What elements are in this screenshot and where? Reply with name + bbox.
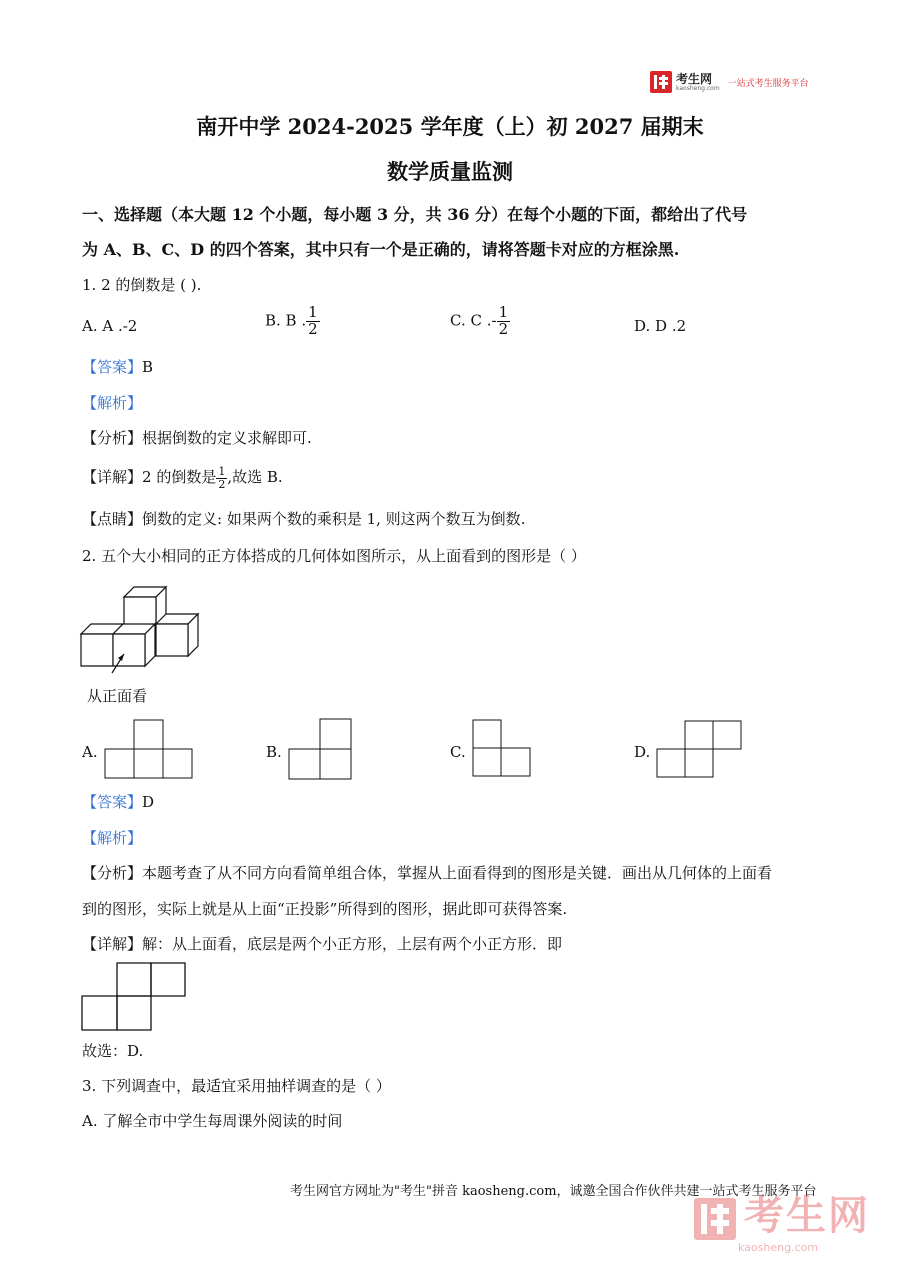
- q1-dianjing-label: 【点睛】: [82, 510, 143, 528]
- q2-solution-figure: [81, 962, 187, 1032]
- q2-analysis-label: 【解析】: [82, 829, 143, 847]
- brand-site: kaosheng.com: [676, 84, 720, 92]
- watermark-name: 考生网: [744, 1193, 870, 1239]
- q1-dianjing-text: 倒数的定义: 如果两个数的乘积是 1, 则这两个数互为倒数.: [142, 510, 526, 528]
- q1-option-b-denominator: 2: [308, 319, 318, 338]
- q2-option-d-label: D.: [634, 743, 651, 761]
- brand-name: 考生网: [676, 71, 713, 86]
- q3-option-a: A. 了解全市中学生每周课外阅读的时间: [82, 1112, 343, 1130]
- q1-fenxi: [82, 428, 312, 448]
- q2-xiangjie: [82, 934, 562, 954]
- kaosheng-logo-icon: [650, 71, 672, 93]
- watermark-logo-icon: [692, 1196, 738, 1242]
- q2-answer-label: 【答案】: [82, 793, 143, 811]
- q1-option-c-denominator: 2: [498, 319, 509, 338]
- brand-logo: [650, 71, 809, 93]
- q1-stem: 1. 2 的倒数是 ( ).: [82, 276, 202, 294]
- q2-xiangjie-label: 【详解】: [82, 935, 143, 953]
- q1-xiangjie-fraction: [216, 466, 227, 490]
- q1-option-c-fraction: [497, 305, 511, 338]
- q2-xiangjie-text: 解：从上面看，底层是两个小正方形，上层有两个小正方形．即: [142, 935, 563, 953]
- brand-slogan: 一站式考生服务平台: [727, 78, 809, 89]
- q1-option-b: [265, 305, 320, 338]
- q2-fenxi-text-1: 本题考查了从不同方向看简单组合体，掌握从上面看得到的图形是关键．画出从几何体的上面看: [142, 864, 773, 882]
- q1-dianjing: [82, 509, 525, 529]
- section-heading-line2: 为 A、B、C、D 的四个答案，其中只有一个是正确的，请将答题卡对应的方框涂黑.: [82, 240, 680, 259]
- q1-xiangjie-numerator: 1: [218, 465, 226, 478]
- page-title: 南开中学 2024-2025 学年度（上）初 2027 届期末: [196, 114, 704, 139]
- watermark-site: kaosheng.com: [738, 1241, 819, 1254]
- q1-xiangjie-pre: 2 的倒数是: [142, 468, 217, 487]
- q1-answer-value: B: [142, 358, 154, 376]
- q1-xiangjie-denominator: 2: [218, 477, 226, 491]
- q1-option-b-fraction: [306, 305, 320, 338]
- q2-option-b-label: B.: [266, 743, 282, 761]
- watermark: [692, 1184, 870, 1254]
- q2-answer: [82, 792, 154, 812]
- footer-text: 考生网官方网址为"考生"拼音 kaosheng.com，诚邀全国合作伙伴共建一站式考生服务平台: [290, 1184, 817, 1199]
- q1-option-b-numerator: 1: [308, 303, 318, 321]
- q1-option-a: A. A .-2: [82, 317, 138, 335]
- q2-fenxi-label: 【分析】: [82, 864, 143, 882]
- q2-option-b-figure: [288, 718, 353, 781]
- q1-xiangjie-label: 【详解】: [82, 468, 143, 487]
- q1-xiangjie-post: ,故选 B.: [227, 468, 283, 487]
- q2-option-c-label: C.: [450, 743, 466, 761]
- q1-analysis-label: 【解析】: [82, 394, 143, 412]
- q1-xiangjie: [82, 466, 283, 490]
- q2-stem: 2. 五个大小相同的正方体搭成的几何体如图所示，从上面看到的图形是（ ）: [82, 547, 586, 565]
- q1-answer: [82, 357, 153, 377]
- q2-option-c-figure: [472, 719, 532, 777]
- q1-option-d: D. D .2: [634, 317, 687, 335]
- cube-right-front-face: [156, 624, 188, 656]
- q2-cube-figure: [78, 582, 203, 674]
- q2-option-a-figure: [104, 718, 194, 780]
- q1-fenxi-text: 根据倒数的定义求解即可.: [142, 429, 312, 447]
- q2-fenxi-line2: 到的图形，实际上就是从上面“正投影”所得到的图形，据此即可获得答案.: [82, 900, 568, 918]
- q3-stem: 3. 下列调查中，最适宜采用抽样调查的是（ ）: [82, 1077, 391, 1095]
- q1-option-c-prefix: C. C .-: [450, 311, 497, 330]
- q1-answer-label: 【答案】: [82, 358, 143, 376]
- q1-fenxi-label: 【分析】: [82, 429, 143, 447]
- q2-conclusion: 故选：D.: [82, 1042, 144, 1060]
- q2-answer-value: D: [142, 793, 155, 811]
- cube-left-front-face: [81, 634, 113, 666]
- q1-option-c: [450, 305, 510, 338]
- q2-figure-caption: 从正面看: [87, 687, 148, 705]
- q1-option-b-prefix: B. B .: [265, 311, 307, 330]
- q2-fenxi-line1: [82, 863, 772, 883]
- page-subtitle: 数学质量监测: [387, 159, 513, 184]
- section-heading-line1: 一、选择题（本大题 12 个小题，每小题 3 分，共 36 分）在每个小题的下面，都给出了代号: [82, 205, 748, 224]
- q1-option-c-numerator: 1: [498, 303, 509, 321]
- cube-mid-front-face: [113, 634, 145, 666]
- q2-option-d-figure: [656, 720, 744, 778]
- q2-option-a-label: A.: [82, 743, 98, 761]
